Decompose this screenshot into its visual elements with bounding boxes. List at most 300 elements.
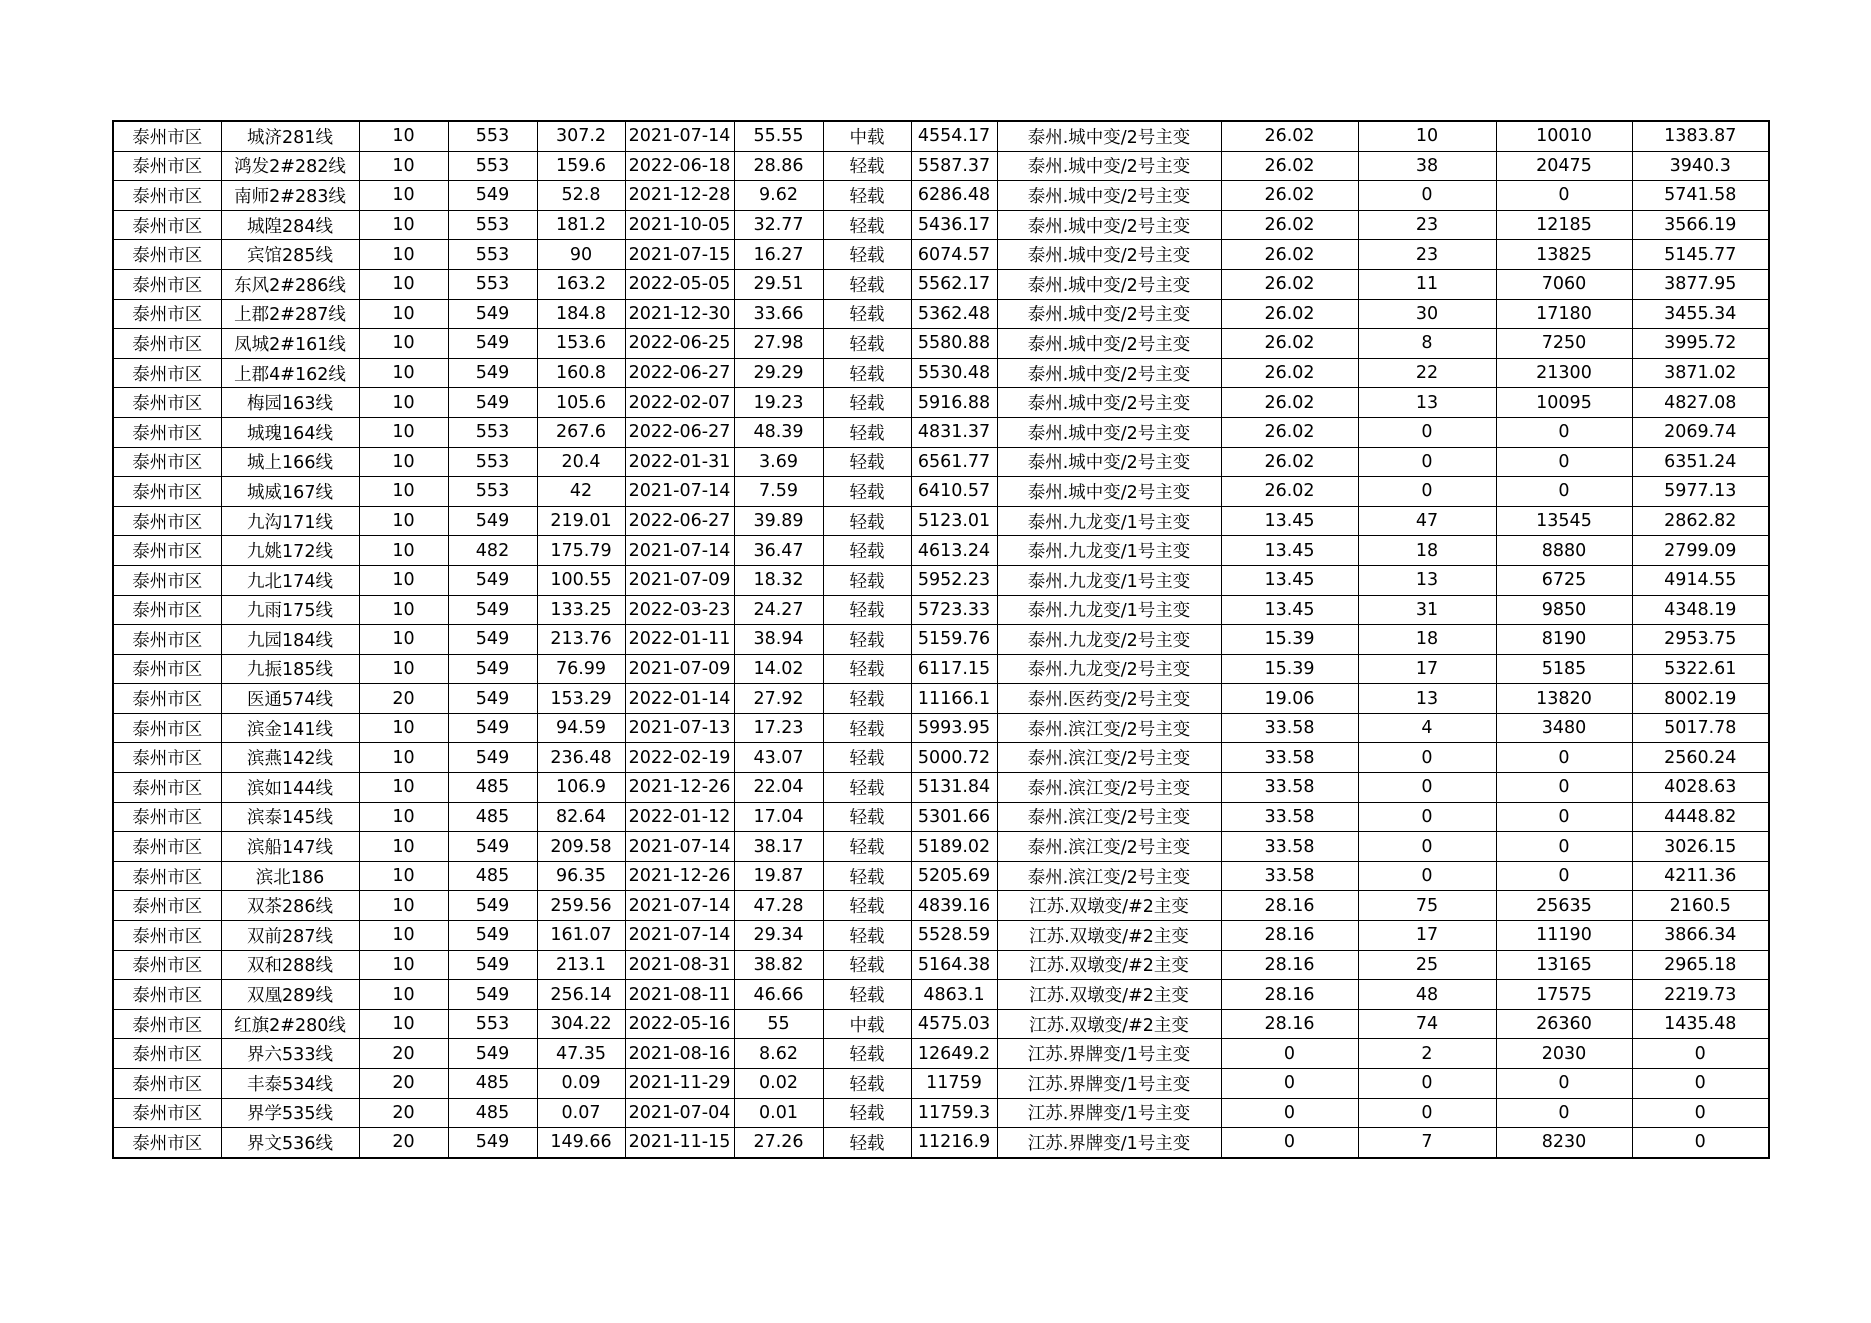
amount-cell: 0 (1496, 832, 1632, 862)
amount-cell: 2030 (1496, 1039, 1632, 1069)
transformer-cell: 泰州.滨江变/2号主变 (997, 802, 1221, 832)
district-cell: 泰州市区 (113, 1128, 221, 1158)
date-cell: 2021-07-14 (625, 536, 734, 566)
district-cell: 泰州市区 (113, 861, 221, 891)
amount-cell: 13820 (1496, 684, 1632, 714)
count-cell: 0 (1358, 743, 1496, 773)
table-row (113, 1128, 1769, 1158)
transformer-cell: 泰州.城中变/2号主变 (997, 329, 1221, 359)
date-cell: 2022-01-12 (625, 802, 734, 832)
transformer-value-cell: 26.02 (1221, 358, 1358, 388)
transformer-cell: 泰州.城中变/2号主变 (997, 240, 1221, 270)
margin-cell: 5741.58 (1632, 181, 1769, 211)
line-name-cell: 滨如144线 (221, 773, 359, 803)
date-cell: 2021-12-28 (625, 181, 734, 211)
load-cell: 0.07 (537, 1098, 625, 1128)
margin-cell: 4448.82 (1632, 802, 1769, 832)
amount-cell: 26360 (1496, 1009, 1632, 1039)
load-cell: 175.79 (537, 536, 625, 566)
load-status-cell: 轻载 (823, 861, 911, 891)
transformer-cell: 江苏.界牌变/1号主变 (997, 1069, 1221, 1099)
count-cell: 31 (1358, 595, 1496, 625)
capacity-cell: 553 (448, 447, 537, 477)
capacity-cell: 485 (448, 1069, 537, 1099)
count-cell: 23 (1358, 210, 1496, 240)
load-cell: 163.2 (537, 269, 625, 299)
voltage-cell: 10 (359, 210, 448, 240)
amount-cell: 13825 (1496, 240, 1632, 270)
table-row (113, 743, 1769, 773)
district-cell: 泰州市区 (113, 121, 221, 151)
count-cell: 0 (1358, 181, 1496, 211)
district-cell: 泰州市区 (113, 921, 221, 951)
available-capacity-cell: 4831.37 (911, 417, 997, 447)
count-cell: 4 (1358, 713, 1496, 743)
transformer-value-cell: 26.02 (1221, 447, 1358, 477)
table-row (113, 713, 1769, 743)
load-cell: 267.6 (537, 417, 625, 447)
transformer-cell: 泰州.城中变/2号主变 (997, 358, 1221, 388)
district-cell: 泰州市区 (113, 269, 221, 299)
load-status-cell: 轻载 (823, 506, 911, 536)
capacity-cell: 549 (448, 329, 537, 359)
transformer-value-cell: 15.39 (1221, 654, 1358, 684)
table-row (113, 269, 1769, 299)
table-row (113, 299, 1769, 329)
voltage-cell: 10 (359, 240, 448, 270)
transformer-value-cell: 13.45 (1221, 536, 1358, 566)
transformer-value-cell: 0 (1221, 1039, 1358, 1069)
transformer-value-cell: 0 (1221, 1098, 1358, 1128)
transformer-cell: 泰州.九龙变/2号主变 (997, 654, 1221, 684)
capacity-cell: 553 (448, 151, 537, 181)
margin-cell: 2799.09 (1632, 536, 1769, 566)
available-capacity-cell: 5952.23 (911, 565, 997, 595)
district-cell: 泰州市区 (113, 299, 221, 329)
margin-cell: 3866.34 (1632, 921, 1769, 951)
capacity-cell: 549 (448, 388, 537, 418)
district-cell: 泰州市区 (113, 832, 221, 862)
date-cell: 2022-06-27 (625, 506, 734, 536)
count-cell: 22 (1358, 358, 1496, 388)
load-status-cell: 轻载 (823, 773, 911, 803)
margin-cell: 3026.15 (1632, 832, 1769, 862)
capacity-cell: 553 (448, 121, 537, 151)
available-capacity-cell: 5164.38 (911, 950, 997, 980)
capacity-cell: 549 (448, 1039, 537, 1069)
amount-cell: 5185 (1496, 654, 1632, 684)
count-cell: 17 (1358, 921, 1496, 951)
margin-cell: 5145.77 (1632, 240, 1769, 270)
count-cell: 38 (1358, 151, 1496, 181)
transformer-cell: 泰州.滨江变/2号主变 (997, 713, 1221, 743)
margin-cell: 3871.02 (1632, 358, 1769, 388)
line-name-cell: 城济281线 (221, 121, 359, 151)
voltage-cell: 10 (359, 181, 448, 211)
transformer-cell: 泰州.城中变/2号主变 (997, 388, 1221, 418)
transformer-cell: 泰州.城中变/2号主变 (997, 181, 1221, 211)
load-status-cell: 轻载 (823, 240, 911, 270)
line-name-cell: 滨船147线 (221, 832, 359, 862)
date-cell: 2021-08-11 (625, 980, 734, 1010)
margin-cell: 3566.19 (1632, 210, 1769, 240)
voltage-cell: 10 (359, 477, 448, 507)
load-cell: 105.6 (537, 388, 625, 418)
district-cell: 泰州市区 (113, 210, 221, 240)
date-cell: 2021-12-26 (625, 861, 734, 891)
line-name-cell: 红旗2#280线 (221, 1009, 359, 1039)
load-rate-cell: 18.32 (734, 565, 823, 595)
load-rate-cell: 55.55 (734, 121, 823, 151)
voltage-cell: 10 (359, 269, 448, 299)
district-cell: 泰州市区 (113, 684, 221, 714)
voltage-cell: 10 (359, 299, 448, 329)
line-name-cell: 滨燕142线 (221, 743, 359, 773)
capacity-cell: 553 (448, 417, 537, 447)
capacity-cell: 485 (448, 1098, 537, 1128)
transformer-value-cell: 0 (1221, 1069, 1358, 1099)
district-cell: 泰州市区 (113, 506, 221, 536)
load-cell: 133.25 (537, 595, 625, 625)
capacity-cell: 553 (448, 477, 537, 507)
transformer-value-cell: 26.02 (1221, 477, 1358, 507)
transformer-value-cell: 26.02 (1221, 329, 1358, 359)
line-name-cell: 双前287线 (221, 921, 359, 951)
table-row (113, 921, 1769, 951)
transformer-cell: 江苏.双墩变/#2主变 (997, 921, 1221, 951)
margin-cell: 2560.24 (1632, 743, 1769, 773)
voltage-cell: 10 (359, 625, 448, 655)
amount-cell: 13545 (1496, 506, 1632, 536)
line-name-cell: 城隍284线 (221, 210, 359, 240)
amount-cell: 0 (1496, 447, 1632, 477)
table-row (113, 654, 1769, 684)
load-rate-cell: 9.62 (734, 181, 823, 211)
district-cell: 泰州市区 (113, 1098, 221, 1128)
load-rate-cell: 39.89 (734, 506, 823, 536)
capacity-cell: 549 (448, 921, 537, 951)
voltage-cell: 10 (359, 802, 448, 832)
district-cell: 泰州市区 (113, 891, 221, 921)
table-row (113, 625, 1769, 655)
margin-cell: 2965.18 (1632, 950, 1769, 980)
table-row (113, 773, 1769, 803)
transformer-value-cell: 33.58 (1221, 773, 1358, 803)
margin-cell: 5322.61 (1632, 654, 1769, 684)
voltage-cell: 10 (359, 358, 448, 388)
transformer-value-cell: 33.58 (1221, 861, 1358, 891)
load-rate-cell: 29.29 (734, 358, 823, 388)
load-cell: 161.07 (537, 921, 625, 951)
table-row (113, 240, 1769, 270)
table-row (113, 1009, 1769, 1039)
voltage-cell: 10 (359, 536, 448, 566)
load-status-cell: 轻载 (823, 1128, 911, 1158)
load-cell: 100.55 (537, 565, 625, 595)
transformer-cell: 江苏.双墩变/#2主变 (997, 950, 1221, 980)
count-cell: 74 (1358, 1009, 1496, 1039)
available-capacity-cell: 5123.01 (911, 506, 997, 536)
count-cell: 0 (1358, 773, 1496, 803)
district-cell: 泰州市区 (113, 240, 221, 270)
capacity-cell: 549 (448, 506, 537, 536)
count-cell: 30 (1358, 299, 1496, 329)
date-cell: 2021-07-15 (625, 240, 734, 270)
available-capacity-cell: 5528.59 (911, 921, 997, 951)
available-capacity-cell: 11759 (911, 1069, 997, 1099)
load-rate-cell: 27.26 (734, 1128, 823, 1158)
date-cell: 2021-07-14 (625, 477, 734, 507)
load-cell: 209.58 (537, 832, 625, 862)
district-cell: 泰州市区 (113, 536, 221, 566)
load-cell: 256.14 (537, 980, 625, 1010)
line-name-cell: 鸿发2#282线 (221, 151, 359, 181)
table-row (113, 477, 1769, 507)
amount-cell: 0 (1496, 1069, 1632, 1099)
load-status-cell: 轻载 (823, 1098, 911, 1128)
table-row (113, 891, 1769, 921)
transformer-cell: 泰州.滨江变/2号主变 (997, 832, 1221, 862)
available-capacity-cell: 5587.37 (911, 151, 997, 181)
transformer-value-cell: 26.02 (1221, 181, 1358, 211)
load-rate-cell: 38.94 (734, 625, 823, 655)
line-name-cell: 九园184线 (221, 625, 359, 655)
load-status-cell: 轻载 (823, 1039, 911, 1069)
district-cell: 泰州市区 (113, 743, 221, 773)
amount-cell: 8230 (1496, 1128, 1632, 1158)
capacity-cell: 482 (448, 536, 537, 566)
count-cell: 47 (1358, 506, 1496, 536)
line-name-cell: 梅园163线 (221, 388, 359, 418)
district-cell: 泰州市区 (113, 802, 221, 832)
available-capacity-cell: 5362.48 (911, 299, 997, 329)
line-name-cell: 医通574线 (221, 684, 359, 714)
district-cell: 泰州市区 (113, 654, 221, 684)
load-rate-cell: 55 (734, 1009, 823, 1039)
load-rate-cell: 46.66 (734, 980, 823, 1010)
line-name-cell: 双茶286线 (221, 891, 359, 921)
table-row (113, 861, 1769, 891)
date-cell: 2021-08-16 (625, 1039, 734, 1069)
voltage-cell: 10 (359, 506, 448, 536)
capacity-cell: 549 (448, 684, 537, 714)
load-status-cell: 中载 (823, 121, 911, 151)
voltage-cell: 10 (359, 595, 448, 625)
transformer-cell: 泰州.城中变/2号主变 (997, 151, 1221, 181)
table-row (113, 388, 1769, 418)
voltage-cell: 10 (359, 713, 448, 743)
load-cell: 149.66 (537, 1128, 625, 1158)
available-capacity-cell: 5205.69 (911, 861, 997, 891)
load-cell: 184.8 (537, 299, 625, 329)
load-status-cell: 轻载 (823, 950, 911, 980)
line-name-cell: 上郡2#287线 (221, 299, 359, 329)
table-row (113, 565, 1769, 595)
table-row (113, 1069, 1769, 1099)
transformer-cell: 泰州.城中变/2号主变 (997, 417, 1221, 447)
amount-cell: 21300 (1496, 358, 1632, 388)
line-name-cell: 丰泰534线 (221, 1069, 359, 1099)
available-capacity-cell: 5436.17 (911, 210, 997, 240)
transformer-cell: 江苏.双墩变/#2主变 (997, 980, 1221, 1010)
date-cell: 2022-06-25 (625, 329, 734, 359)
line-name-cell: 界六533线 (221, 1039, 359, 1069)
transformer-cell: 泰州.九龙变/1号主变 (997, 565, 1221, 595)
amount-cell: 17180 (1496, 299, 1632, 329)
transformer-cell: 泰州.滨江变/2号主变 (997, 861, 1221, 891)
margin-cell: 2862.82 (1632, 506, 1769, 536)
table-row (113, 950, 1769, 980)
transformer-cell: 泰州.城中变/2号主变 (997, 299, 1221, 329)
table-row (113, 417, 1769, 447)
margin-cell: 2219.73 (1632, 980, 1769, 1010)
date-cell: 2021-07-09 (625, 565, 734, 595)
line-name-cell: 九沟171线 (221, 506, 359, 536)
transformer-cell: 江苏.界牌变/1号主变 (997, 1098, 1221, 1128)
load-cell: 159.6 (537, 151, 625, 181)
transformer-cell: 泰州.城中变/2号主变 (997, 477, 1221, 507)
district-cell: 泰州市区 (113, 950, 221, 980)
load-cell: 181.2 (537, 210, 625, 240)
voltage-cell: 20 (359, 1098, 448, 1128)
count-cell: 0 (1358, 477, 1496, 507)
load-cell: 259.56 (537, 891, 625, 921)
date-cell: 2022-06-27 (625, 358, 734, 388)
voltage-cell: 10 (359, 565, 448, 595)
amount-cell: 12185 (1496, 210, 1632, 240)
transformer-value-cell: 28.16 (1221, 980, 1358, 1010)
amount-cell: 8880 (1496, 536, 1632, 566)
load-status-cell: 轻载 (823, 299, 911, 329)
voltage-cell: 10 (359, 861, 448, 891)
voltage-cell: 20 (359, 1039, 448, 1069)
transformer-value-cell: 28.16 (1221, 950, 1358, 980)
margin-cell: 0 (1632, 1039, 1769, 1069)
table-row (113, 151, 1769, 181)
load-status-cell: 轻载 (823, 891, 911, 921)
available-capacity-cell: 6286.48 (911, 181, 997, 211)
load-status-cell: 轻载 (823, 388, 911, 418)
load-rate-cell: 24.27 (734, 595, 823, 625)
load-cell: 52.8 (537, 181, 625, 211)
transformer-cell: 泰州.城中变/2号主变 (997, 210, 1221, 240)
margin-cell: 0 (1632, 1069, 1769, 1099)
transformer-cell: 泰州.城中变/2号主变 (997, 447, 1221, 477)
margin-cell: 4348.19 (1632, 595, 1769, 625)
load-rate-cell: 29.34 (734, 921, 823, 951)
voltage-cell: 20 (359, 1069, 448, 1099)
load-status-cell: 轻载 (823, 358, 911, 388)
date-cell: 2021-07-13 (625, 713, 734, 743)
district-cell: 泰州市区 (113, 477, 221, 507)
date-cell: 2021-07-14 (625, 832, 734, 862)
available-capacity-cell: 6410.57 (911, 477, 997, 507)
voltage-cell: 10 (359, 329, 448, 359)
line-name-cell: 九振185线 (221, 654, 359, 684)
line-name-cell: 城威167线 (221, 477, 359, 507)
margin-cell: 3877.95 (1632, 269, 1769, 299)
date-cell: 2022-02-07 (625, 388, 734, 418)
load-status-cell: 轻载 (823, 536, 911, 566)
load-cell: 94.59 (537, 713, 625, 743)
count-cell: 18 (1358, 625, 1496, 655)
table-body (113, 121, 1769, 1158)
load-rate-cell: 14.02 (734, 654, 823, 684)
transformer-value-cell: 33.58 (1221, 743, 1358, 773)
margin-cell: 0 (1632, 1098, 1769, 1128)
district-cell: 泰州市区 (113, 625, 221, 655)
date-cell: 2022-01-14 (625, 684, 734, 714)
line-name-cell: 九雨175线 (221, 595, 359, 625)
date-cell: 2022-06-18 (625, 151, 734, 181)
amount-cell: 25635 (1496, 891, 1632, 921)
load-status-cell: 轻载 (823, 417, 911, 447)
amount-cell: 0 (1496, 181, 1632, 211)
district-cell: 泰州市区 (113, 980, 221, 1010)
transformer-cell: 泰州.医药变/2号主变 (997, 684, 1221, 714)
voltage-cell: 10 (359, 773, 448, 803)
count-cell: 0 (1358, 447, 1496, 477)
load-cell: 304.22 (537, 1009, 625, 1039)
available-capacity-cell: 5189.02 (911, 832, 997, 862)
load-rate-cell: 0.01 (734, 1098, 823, 1128)
transformer-cell: 泰州.九龙变/1号主变 (997, 595, 1221, 625)
amount-cell: 10010 (1496, 121, 1632, 151)
capacity-cell: 549 (448, 980, 537, 1010)
transformer-cell: 泰州.九龙变/1号主变 (997, 536, 1221, 566)
load-rate-cell: 0.02 (734, 1069, 823, 1099)
amount-cell: 10095 (1496, 388, 1632, 418)
line-name-cell: 城瑰164线 (221, 417, 359, 447)
capacity-cell: 549 (448, 181, 537, 211)
capacity-cell: 549 (448, 595, 537, 625)
transformer-cell: 江苏.双墩变/#2主变 (997, 1009, 1221, 1039)
transformer-value-cell: 13.45 (1221, 506, 1358, 536)
count-cell: 18 (1358, 536, 1496, 566)
available-capacity-cell: 4575.03 (911, 1009, 997, 1039)
table-row (113, 329, 1769, 359)
date-cell: 2022-06-27 (625, 417, 734, 447)
voltage-cell: 10 (359, 121, 448, 151)
load-status-cell: 轻载 (823, 980, 911, 1010)
line-name-cell: 滨金141线 (221, 713, 359, 743)
district-cell: 泰州市区 (113, 329, 221, 359)
amount-cell: 9850 (1496, 595, 1632, 625)
voltage-cell: 10 (359, 417, 448, 447)
load-rate-cell: 19.87 (734, 861, 823, 891)
transformer-value-cell: 26.02 (1221, 121, 1358, 151)
line-name-cell: 滨泰145线 (221, 802, 359, 832)
count-cell: 23 (1358, 240, 1496, 270)
transformer-value-cell: 19.06 (1221, 684, 1358, 714)
date-cell: 2021-07-04 (625, 1098, 734, 1128)
table-row (113, 802, 1769, 832)
load-cell: 42 (537, 477, 625, 507)
load-status-cell: 轻载 (823, 595, 911, 625)
table-row (113, 832, 1769, 862)
load-cell: 90 (537, 240, 625, 270)
load-cell: 82.64 (537, 802, 625, 832)
transformer-value-cell: 33.58 (1221, 802, 1358, 832)
transformer-value-cell: 26.02 (1221, 299, 1358, 329)
transformer-value-cell: 15.39 (1221, 625, 1358, 655)
district-cell: 泰州市区 (113, 447, 221, 477)
capacity-cell: 549 (448, 713, 537, 743)
margin-cell: 2953.75 (1632, 625, 1769, 655)
voltage-cell: 10 (359, 950, 448, 980)
capacity-cell: 485 (448, 861, 537, 891)
available-capacity-cell: 6117.15 (911, 654, 997, 684)
